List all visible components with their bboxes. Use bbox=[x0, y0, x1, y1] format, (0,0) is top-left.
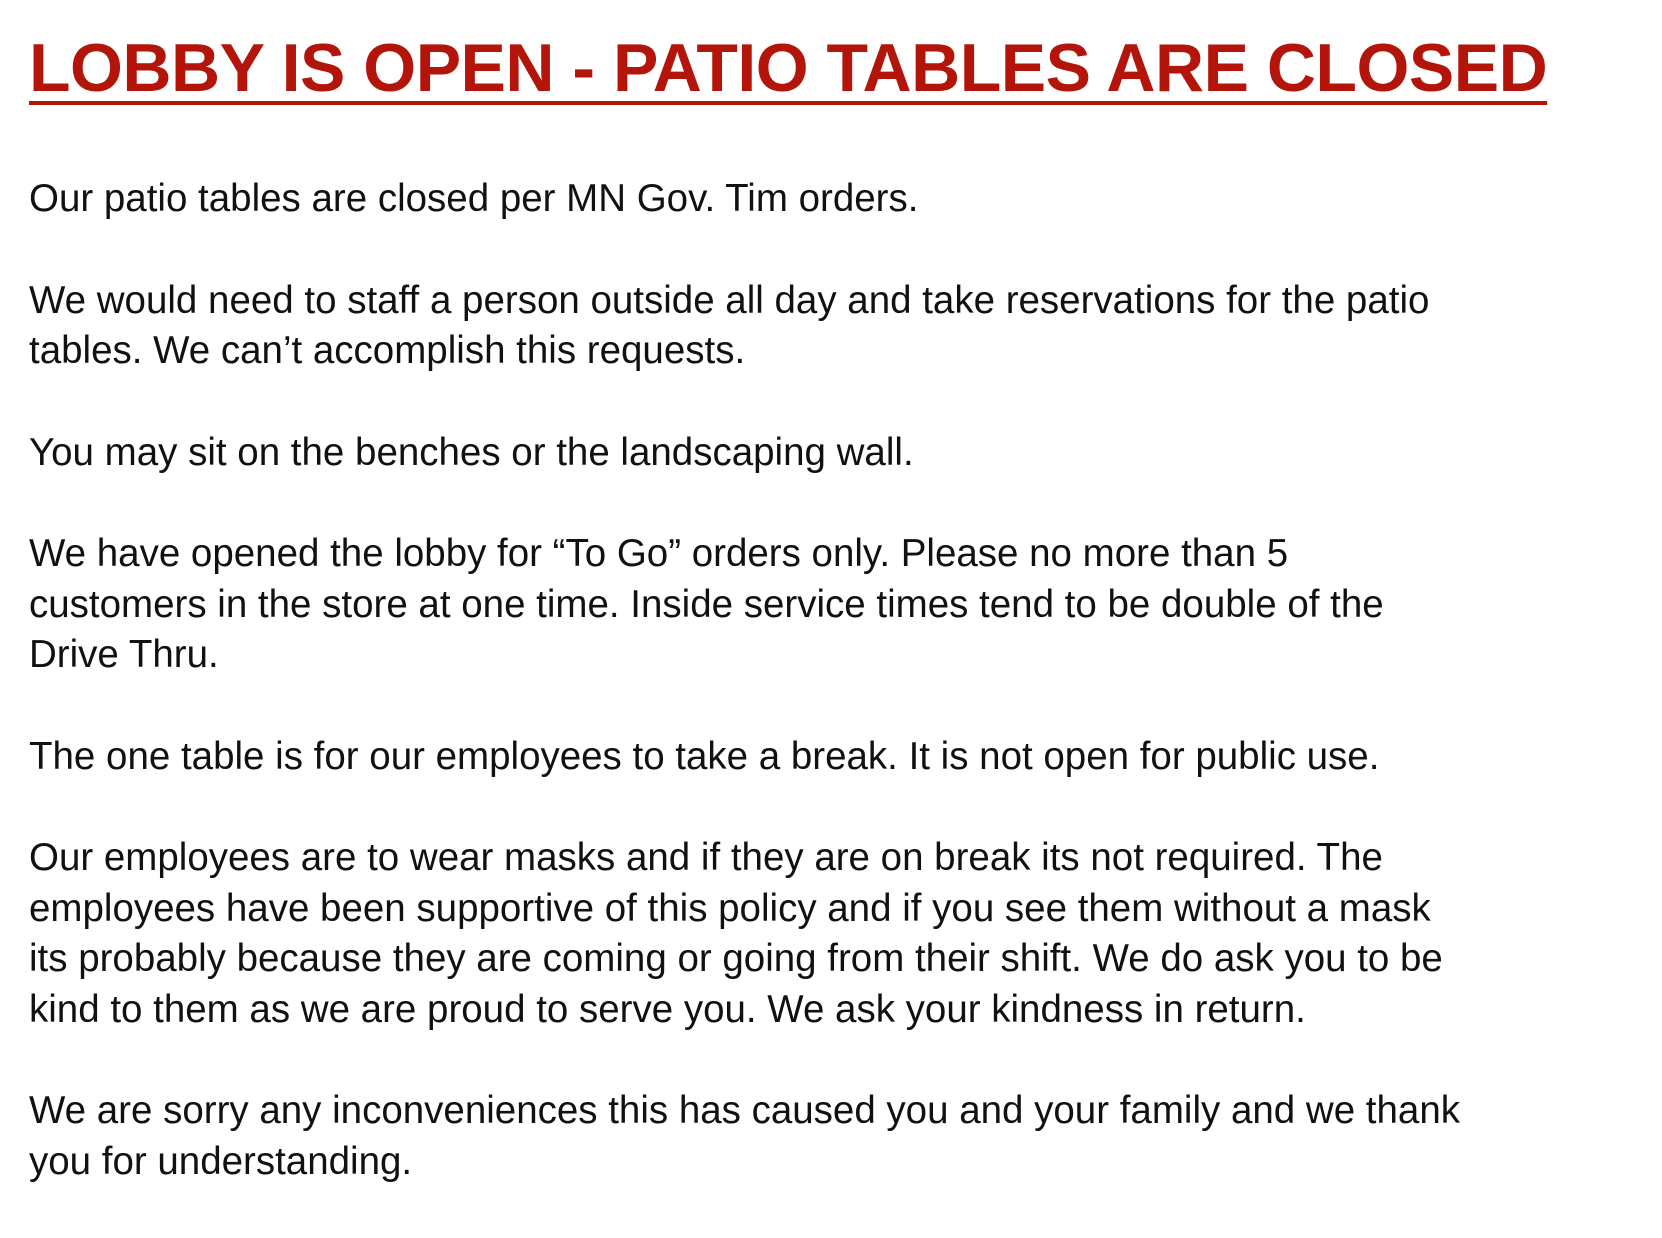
paragraph-line: you for understanding. bbox=[29, 1139, 413, 1183]
paragraph-line: We have opened the lobby for “To Go” orders only. Please no more than 5 bbox=[29, 532, 1289, 575]
paragraph-line: Our patio tables are closed per MN Gov. Tim orders. bbox=[29, 177, 919, 220]
paragraph-line: customers in the store at one time. Inside service times tend to be double of the bbox=[29, 582, 1384, 626]
paragraph-line: We would need to staff a person outside all day and take reservations for the patio bbox=[29, 278, 1430, 322]
notice-document bbox=[29, 20, 1639, 1238]
paragraph-lobby bbox=[29, 529, 1639, 681]
paragraph-staffing bbox=[29, 276, 1639, 377]
paragraph-line: The one table is for our employees to take a break. It is not open for public use. bbox=[29, 734, 1380, 778]
paragraph-line: We are sorry any inconveniences this has caused you and your family and we thank bbox=[29, 1089, 1460, 1132]
paragraph-seating bbox=[29, 428, 1639, 479]
paragraph-line: kind to them as we are proud to serve you. We ask your kindness in return. bbox=[29, 987, 1306, 1031]
paragraph-line: Our employees are to wear masks and if they are on break its not required. The bbox=[29, 836, 1383, 879]
paragraph-line: its probably because they are coming or going from their shift. We do ask you to be bbox=[29, 937, 1443, 980]
paragraph-line: tables. We can’t accomplish this requests. bbox=[29, 329, 746, 372]
headline: LOBBY IS OPEN - PATIO TABLES ARE CLOSED bbox=[29, 30, 1548, 106]
paragraph-patio-closed bbox=[29, 174, 1639, 225]
paragraph-line: Drive Thru. bbox=[29, 633, 219, 676]
paragraph-apology bbox=[29, 1086, 1639, 1187]
paragraph-line: You may sit on the benches or the landscaping wall. bbox=[29, 430, 914, 474]
paragraph-employee-table bbox=[29, 732, 1639, 783]
paragraph-masks bbox=[29, 833, 1639, 1035]
paragraph-line: employees have been supportive of this policy and if you see them without a mask bbox=[29, 886, 1431, 930]
notice-body bbox=[29, 174, 1639, 1187]
